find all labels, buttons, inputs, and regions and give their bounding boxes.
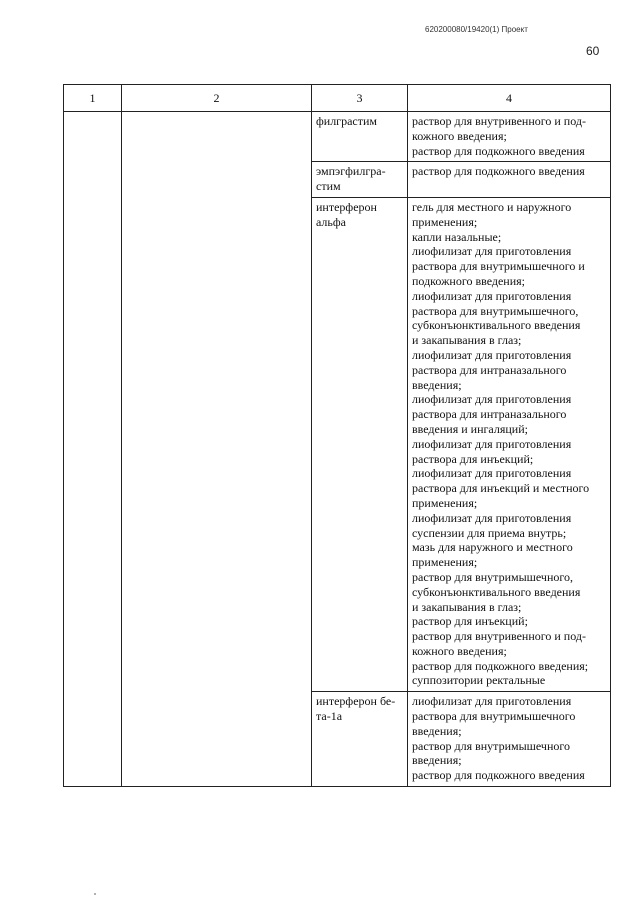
dosage-forms	[408, 112, 611, 162]
dosage-form-line: лиофилизат для приготовления	[412, 347, 572, 362]
dosage-form-line: гель для местного и наружного	[412, 199, 572, 214]
dosage-form-line: субконъюнктивального введения	[412, 584, 581, 599]
dosage-form-line: раствора для интраназального	[412, 362, 567, 377]
column-2-cell	[122, 112, 312, 787]
dosage-form-line: раствора для внутримышечного,	[412, 303, 579, 318]
dosage-form-line: раствор для подкожного введения	[412, 768, 585, 783]
dosage-form-line: раствор для внутримышечного,	[412, 569, 573, 584]
dosage-form-line: раствор для внутривенного и под-	[412, 114, 586, 128]
dosage-form-line: суппозитории ректальные	[412, 673, 546, 688]
medication-name: интерферон альфа	[312, 197, 408, 691]
dosage-form-line: лиофилизат для приготовления	[412, 466, 572, 481]
dosage-form-line: и закапывания в глаз;	[412, 333, 522, 348]
dosage-form-line: капли назальные;	[412, 229, 502, 244]
dosage-form-line: и закапывания в глаз;	[412, 599, 522, 614]
medication-name: эмпэгфилгра-стим	[312, 162, 408, 198]
dosage-form-line: суспензии для приема внутрь;	[412, 525, 567, 540]
dosage-form-line: лиофилизат для приготовления	[412, 436, 572, 451]
dosage-forms	[408, 692, 611, 787]
dosage-form-line: раствор для внутривенного и под-	[412, 629, 586, 644]
dosage-form-line: лиофилизат для приготовления	[412, 694, 572, 709]
scan-artifact	[94, 893, 96, 895]
dosage-form-line: введения;	[412, 377, 462, 392]
column-header-3: 3	[312, 85, 408, 112]
dosage-form-line: раствора для внутримышечного и	[412, 259, 585, 274]
dosage-form-line: раствора для интраназального	[412, 407, 567, 422]
table-row	[64, 112, 611, 162]
dosage-form-line: применения;	[412, 214, 478, 229]
dosage-form-line: раствор для подкожного введения;	[412, 658, 589, 673]
column-header-4: 4	[408, 85, 611, 112]
dosage-form-line: введения и ингаляций;	[412, 421, 528, 436]
dosage-form-line: раствора для инъекций;	[412, 451, 534, 466]
document-id: 620200080/19420(1) Проект	[425, 25, 528, 34]
medication-name: филграстим	[312, 112, 408, 162]
dosage-form-line: применения;	[412, 495, 478, 510]
dosage-form-line: раствор для внутримышечного	[412, 738, 570, 753]
medication-name: интерферон бе-та-1a	[312, 692, 408, 787]
dosage-form-line: раствора для инъекций и местного	[412, 481, 590, 496]
column-header-2: 2	[122, 85, 312, 112]
dosage-form-line: введения;	[412, 723, 462, 738]
dosage-form-line: раствор для подкожного введения	[412, 143, 585, 158]
dosage-form-line: лиофилизат для приготовления	[412, 288, 572, 303]
dosage-form-line: лиофилизат для приготовления	[412, 510, 572, 525]
column-1-cell	[64, 112, 122, 787]
medication-table	[63, 84, 611, 787]
dosage-forms	[408, 197, 611, 691]
dosage-form-line: кожного введения;	[412, 128, 507, 143]
table-body	[64, 112, 611, 787]
dosage-form-line: раствора для внутримышечного	[412, 709, 576, 724]
dosage-form-line: раствор для подкожного введения	[412, 164, 585, 179]
dosage-forms	[408, 162, 611, 198]
dosage-form-line: введения;	[412, 753, 462, 768]
dosage-form-line: подкожного введения;	[412, 273, 525, 288]
dosage-form-line: лиофилизат для приготовления	[412, 244, 572, 259]
dosage-form-line: лиофилизат для приготовления	[412, 392, 572, 407]
dosage-form-line: мазь для наружного и местного	[412, 540, 573, 555]
table-header-row	[64, 85, 611, 112]
column-header-1: 1	[64, 85, 122, 112]
dosage-form-line: раствор для инъекций;	[412, 614, 528, 629]
page-number: 60	[586, 44, 600, 58]
dosage-form-line: субконъюнктивального введения	[412, 318, 581, 333]
dosage-form-line: кожного введения;	[412, 643, 507, 658]
dosage-form-line: применения;	[412, 555, 478, 570]
